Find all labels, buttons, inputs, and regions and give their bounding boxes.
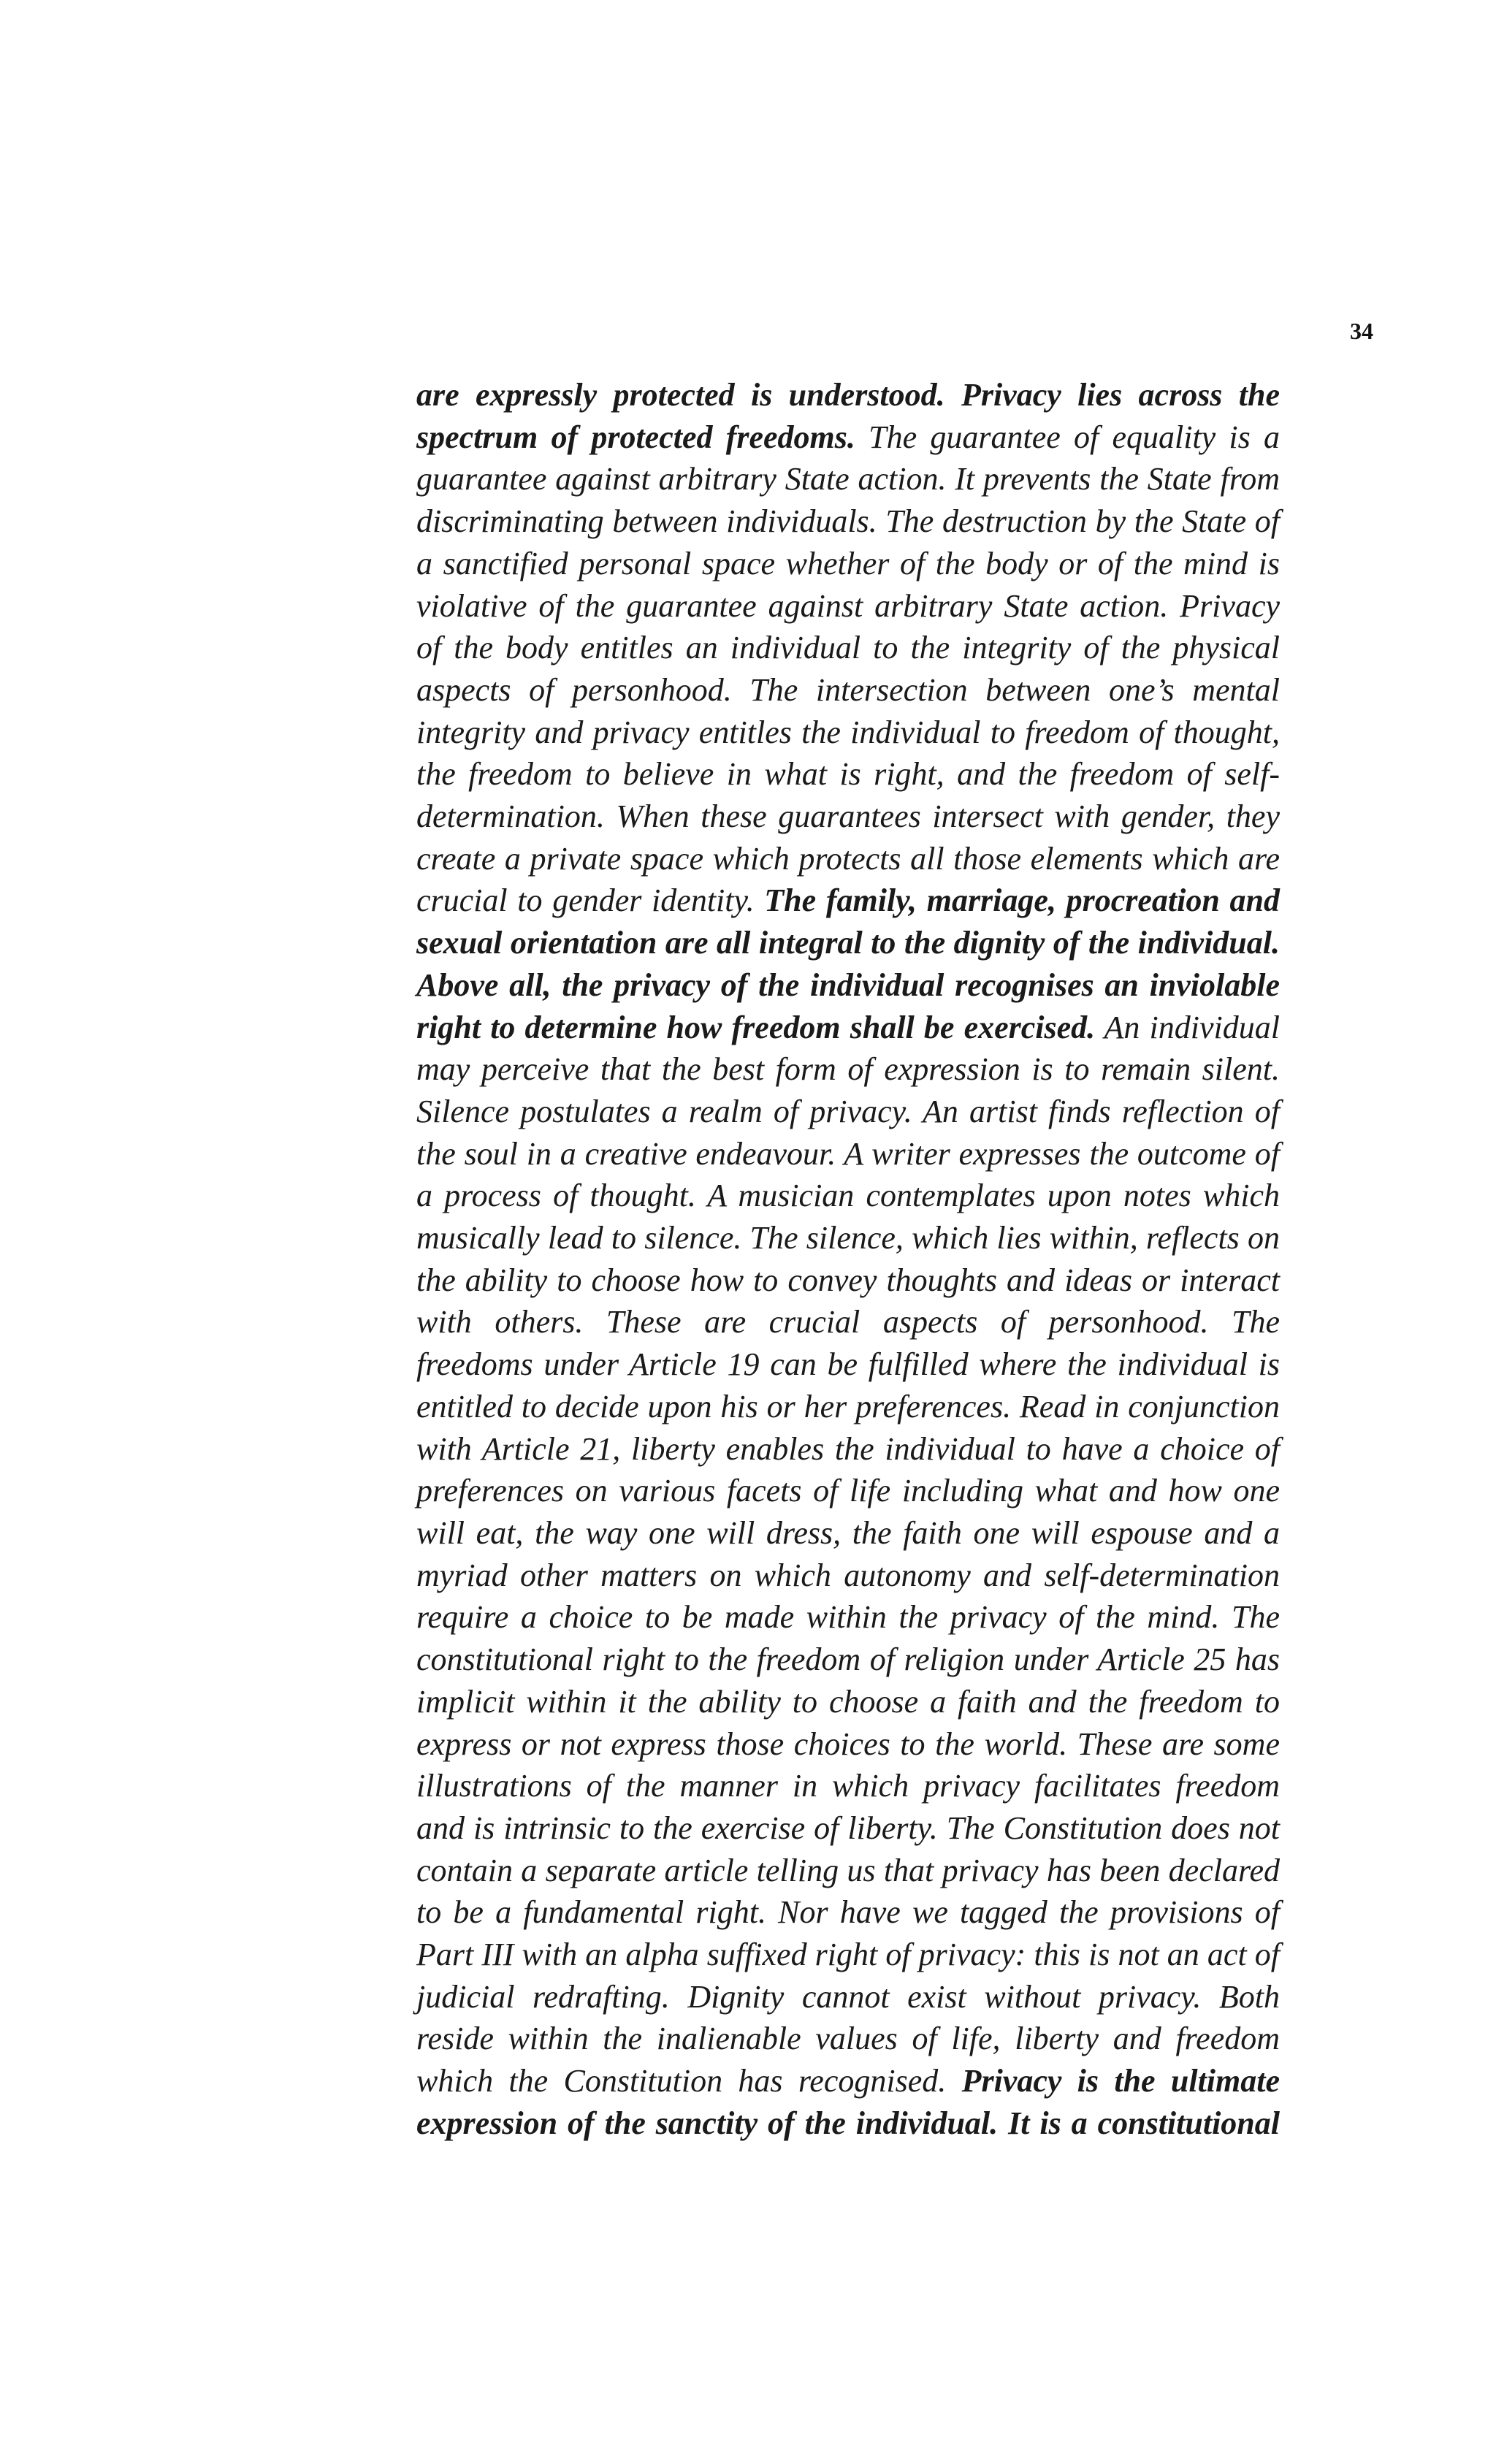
bold-text-segment: Privacy is the ultimate expression of the sanctity of the individual. It is a constitutional <box>416 2063 1281 2141</box>
bold-text-segment: are expressly protected is understood. Privacy lies across the spectrum of protected freedoms. <box>416 377 1280 455</box>
page-number: 34 <box>1350 318 1373 344</box>
italic-text-segment: An individual may perceive that the best form of expression is to remain silent. Silence postulates a realm of privacy. An artist finds reflection of the soul in a creative endeavour. A writer expresses the outcome of a process of thought. A musician contemplates upon notes which musically lead to silence. The silence, which lies within, reflects on the ability to choose how to convey thoughts and ideas or interact with others. These are crucial aspects of personhood. The freedoms under Article 19 can be fulfilled where the individual is entitled to decide upon his or her preferences. Read in conjunction with Article 21, liberty enables the individual to have a choice of preferences on various facets of life including what and how one will eat, the way one will dress, the faith one will espouse and a myriad other matters on which autonomy and self-determination require a choice to be made within the privacy of the mind. The constitutional right to the freedom of religion under Article 25 has implicit within it the ability to choose a faith and the freedom to express or not express those choices to the world. These are some illustrations of the manner in which privacy facilitates freedom and is intrinsic to the exercise of liberty. The Constitution does not contain a separate article telling us that privacy has been declared to be a fundamental right. Nor have we tagged the provisions of Part III with an alpha suffixed right of privacy: this is not an act of judicial redrafting. Dignity cannot exist without privacy. Both reside within the inalienable values of life, liberty and freedom which the Constitution has recognised. <box>416 1009 1280 2099</box>
italic-text-segment: The guarantee of equality is a guarantee against arbitrary State action. It prevents the State from discriminating between individuals. The destruction by the State of a sanctified personal space whether of the body or of the mind is violative of the guarantee against arbitrary State action. Privacy of the body entitles an individual to the integrity of the physical aspects of personhood. The intersection between one’s mental integrity and privacy entitles the individual to freedom of thought, the freedom to believe in what is right, and the freedom of self-determination. When these guarantees intersect with gender, they create a private space which protects all those elements which are crucial to gender identity. <box>416 419 1280 919</box>
body-paragraph <box>416 374 1280 2145</box>
bold-text-segment: The family, marriage, procreation and sexual orientation are all integral to the dignity of the individual. Above all, the privacy of the individual recognises an inviolable right to determine how freedom shall be exercised. <box>416 882 1280 1045</box>
